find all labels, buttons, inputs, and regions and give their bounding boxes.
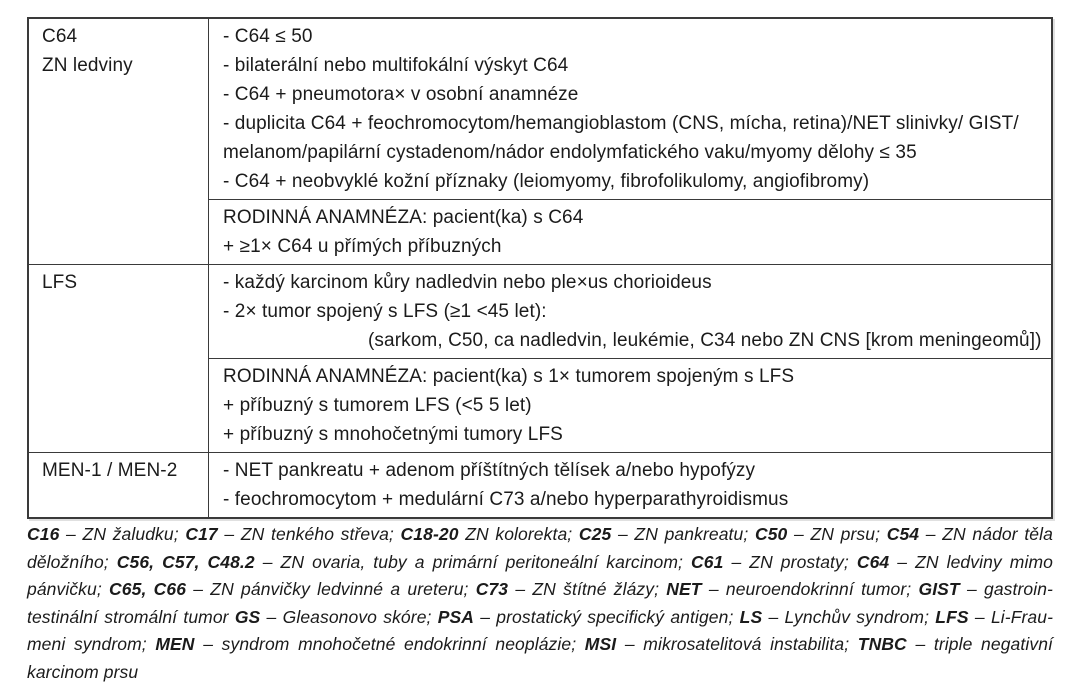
row-label-line: LFS [42, 272, 78, 293]
row-label-cell [29, 453, 209, 517]
legend-text: – Lynchův syndrom; [762, 606, 936, 627]
legend-text: pánvičku; [27, 579, 110, 599]
criteria-line: (sarkom, C50, ca nadledvin, leukémie, C34 nebo ZN CNS [krom meningeomů]) [368, 330, 1042, 351]
legend-abbr: C18-20 [400, 524, 459, 544]
criteria-section [209, 199, 1051, 264]
legend-text: – prostatický specifický antigen; [474, 606, 740, 627]
legend-abbr: C65, C66 [109, 579, 187, 599]
row-label-line: ZN ledviny [42, 55, 133, 76]
legend-abbr: MSI [584, 634, 617, 654]
legend-text: – ZN tenkého střeva; [217, 524, 401, 544]
table-row [29, 452, 1051, 517]
criteria-section [209, 358, 1051, 452]
criteria-line: - C64 + neobvyklé kožní příznaky (leiomyomy, fibrofolikulomy, angiofibromy) [223, 171, 870, 192]
criteria-line: - duplicita C64 + feochromocytom/hemangioblastom (CNS, mícha, retina)/NET slinivky/ GIST/ [223, 113, 1019, 134]
legend-abbr: LS [739, 606, 763, 627]
criteria-line: - NET pankreatu + adenom příštítných tělísek a/nebo hypofýzy [223, 460, 756, 481]
criteria-section [209, 265, 1051, 358]
legend-abbr: GIST [918, 579, 960, 599]
legend-text: meni syndrom; [27, 634, 156, 654]
table-row [29, 19, 1051, 264]
legend-text: testinální stromální tumor [27, 606, 235, 627]
legend-text: – ZN žaludku; [59, 524, 186, 544]
legend-abbr: NET [666, 579, 702, 599]
legend-abbr: MEN [155, 634, 195, 654]
legend-text: karcinom prsu [27, 661, 139, 682]
legend-line [27, 659, 1053, 687]
criteria-section [209, 453, 1051, 517]
legend-text: – ZN ovaria, tuby a primární peritoneální karcinom; [254, 551, 692, 572]
legend-text: – syndrom mnohočetné endokrinní neoplázie; [194, 634, 585, 654]
legend-abbr: C50 [754, 524, 788, 544]
legend-abbr: PSA [437, 606, 475, 627]
legend-text: – ZN prostaty; [723, 551, 857, 572]
criteria-line: - bilaterální nebo multifokální výskyt C64 [223, 55, 569, 76]
legend-line [27, 521, 1053, 549]
row-label-cell [29, 19, 209, 264]
legend-text: – ZN nádor těla [919, 524, 1053, 544]
legend-abbr: C54 [886, 524, 920, 544]
legend-text: – ZN prsu; [787, 524, 887, 544]
criteria-line: + příbuzný s tumorem LFS (<5 5 let) [223, 395, 532, 416]
criteria-line: - C64 ≤ 50 [223, 26, 313, 47]
legend-text: – ZN ledviny mimo [889, 551, 1053, 572]
legend-text: – ZN pankreatu; [611, 524, 755, 544]
legend-abbr: C73 [475, 579, 509, 599]
legend-line [27, 549, 1053, 577]
criteria-line: - každý karcinom kůry nadledvin nebo ple×us chorioideus [223, 272, 712, 293]
legend-text: – neuroendokrinní tumor; [701, 579, 919, 599]
row-label-cell [29, 265, 209, 452]
row-content-cell [209, 19, 1051, 264]
legend-text: – gastroin- [959, 579, 1053, 599]
legend-abbr: C56, C57, C48.2 [116, 551, 255, 572]
legend-line [27, 604, 1053, 632]
criteria-line: + ≥1× C64 u přímých příbuzných [223, 236, 502, 257]
row-label-line: C64 [42, 26, 78, 47]
criteria-table [27, 17, 1053, 519]
legend-abbr: TNBC [857, 634, 907, 654]
criteria-line: - 2× tumor spojený s LFS (≥1 <45 let): [223, 301, 547, 322]
criteria-line: - feochromocytom + medulární C73 a/nebo hyperparathyroidismus [223, 489, 789, 510]
criteria-line: RODINNÁ ANAMNÉZA: pacient(ka) s 1× tumorem spojeným s LFS [223, 366, 795, 387]
criteria-line: melanom/papilární cystadenom/nádor endolymfatického vaku/myomy dělohy ≤ 35 [223, 142, 917, 163]
row-content-cell [209, 453, 1051, 517]
legend-line [27, 631, 1053, 659]
table-row [29, 264, 1051, 452]
legend-abbr: C64 [856, 551, 890, 572]
row-content-cell [209, 265, 1051, 452]
criteria-line: - C64 + pneumotora× v osobní anamnéze [223, 84, 579, 105]
criteria-line: + příbuzný s mnohočetnými tumory LFS [223, 424, 563, 445]
legend-text: – ZN pánvičky ledvinné a ureteru; [186, 579, 476, 599]
legend-abbr: GS [234, 606, 261, 627]
legend-text: – mikrosatelitová instabilita; [616, 634, 858, 654]
criteria-section [209, 19, 1051, 199]
legend-abbr: LFS [935, 606, 969, 627]
legend-text: – Gleasonovo skóre; [260, 606, 438, 627]
legend-text: – Li-Frau- [968, 606, 1053, 627]
legend-text: – triple negativní [906, 634, 1053, 654]
legend-abbr: C25 [578, 524, 612, 544]
legend-text: ZN kolorekta; [458, 524, 579, 544]
legend-abbr: C16 [27, 524, 60, 544]
legend-abbr: C17 [185, 524, 218, 544]
row-label-line: MEN-1 / MEN-2 [42, 460, 178, 481]
legend-text: – ZN štítné žlázy; [508, 579, 667, 599]
legend-abbr: C61 [691, 551, 724, 572]
criteria-line: RODINNÁ ANAMNÉZA: pacient(ka) s C64 [223, 207, 584, 228]
legend [27, 521, 1053, 686]
legend-line [27, 576, 1053, 604]
legend-text: děložního; [27, 551, 117, 572]
